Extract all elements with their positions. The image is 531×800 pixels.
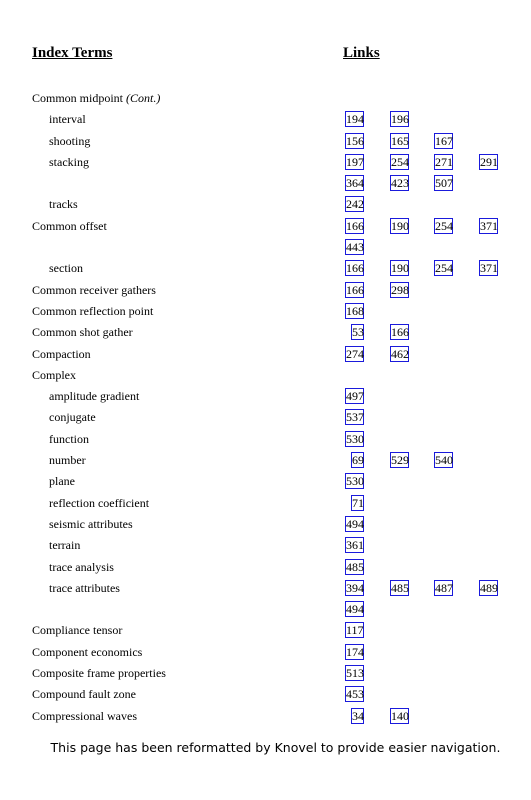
index-entry-row <box>0 258 531 279</box>
index-term-text: stacking <box>49 154 89 169</box>
index-entry-row <box>0 322 531 343</box>
page-link[interactable]: 485 <box>346 559 364 574</box>
index-term <box>32 368 76 382</box>
page-link[interactable]: 166 <box>346 282 364 297</box>
index-term <box>32 91 160 105</box>
index-entry-row <box>0 237 531 258</box>
index-subterm <box>49 560 114 574</box>
index-entry-row <box>0 344 531 365</box>
page-link[interactable]: 34 <box>352 708 364 723</box>
index-subterm <box>49 261 83 275</box>
page-link[interactable]: 167 <box>435 133 453 148</box>
page-link[interactable]: 537 <box>346 410 364 425</box>
index-term <box>32 709 137 723</box>
index-entry-row <box>0 109 531 130</box>
index-term-text: conjugate <box>49 410 96 425</box>
index-entry-row <box>0 429 531 450</box>
index-term-text: Common offset <box>32 218 107 233</box>
page-link[interactable]: 453 <box>346 687 364 702</box>
page-link[interactable]: 53 <box>352 325 364 340</box>
index-entry-row <box>0 194 531 215</box>
index-subterm <box>49 410 96 424</box>
page-link[interactable]: 443 <box>346 240 364 255</box>
page-link[interactable]: 494 <box>346 516 364 531</box>
index-term <box>32 687 136 701</box>
index-term-text: Common receiver gathers <box>32 282 156 297</box>
index-term-text: Component economics <box>32 644 143 659</box>
index-entry-row <box>0 131 531 152</box>
index-terms-heading: Index Terms <box>32 45 113 61</box>
page-link[interactable]: 271 <box>435 154 453 169</box>
page-link[interactable]: 140 <box>391 708 409 723</box>
links-heading: Links <box>343 45 380 61</box>
index-term-text: tracks <box>49 197 78 212</box>
page-link[interactable]: 423 <box>391 176 409 191</box>
index-entry-row <box>0 450 531 471</box>
page-link[interactable]: 529 <box>391 453 409 468</box>
index-term-text: section <box>49 261 83 276</box>
index-subterm <box>49 432 89 446</box>
index-entry-row <box>0 280 531 301</box>
index-term-text: terrain <box>49 538 81 553</box>
page-link[interactable]: 487 <box>435 580 453 595</box>
page-link[interactable]: 291 <box>480 154 498 169</box>
page-link[interactable]: 361 <box>346 538 364 553</box>
index-subterm <box>49 474 75 488</box>
page-link[interactable]: 394 <box>346 580 364 595</box>
page-link[interactable]: 166 <box>346 218 364 233</box>
page-link[interactable]: 254 <box>435 218 453 233</box>
index-term-text: interval <box>49 112 86 127</box>
index-term-text: Compaction <box>32 346 91 361</box>
index-term-text: Complex <box>32 367 76 382</box>
page-link[interactable]: 507 <box>435 176 453 191</box>
index-term <box>32 283 156 297</box>
continued-marker: (Cont.) <box>126 91 161 105</box>
page-link[interactable]: 371 <box>480 261 498 276</box>
index-term <box>32 347 91 361</box>
page-link[interactable]: 485 <box>391 580 409 595</box>
page-link[interactable]: 254 <box>435 261 453 276</box>
index-term-text: Common midpoint <box>32 91 124 105</box>
index-entry-row <box>0 578 531 599</box>
index-entry-row <box>0 706 531 727</box>
page-link[interactable]: 489 <box>480 580 498 595</box>
index-term-text: Compliance tensor <box>32 623 123 638</box>
index-term-text: Common reflection point <box>32 303 154 318</box>
index-entry-row <box>0 152 531 173</box>
index-entry-row <box>0 599 531 620</box>
index-entry-row <box>0 471 531 492</box>
page-link[interactable]: 117 <box>346 623 364 638</box>
index-term-text: plane <box>49 474 75 489</box>
index-entry-row <box>0 386 531 407</box>
index-term-text: Common shot gather <box>32 325 133 340</box>
index-subterm <box>49 517 133 531</box>
page-link[interactable]: 156 <box>346 133 364 148</box>
index-term <box>32 645 142 659</box>
index-term-text: seismic attributes <box>49 516 133 531</box>
page-link[interactable]: 71 <box>352 495 364 510</box>
index-subterm <box>49 197 78 211</box>
index-term-text: trace attributes <box>49 580 120 595</box>
index-entry-row <box>0 535 531 556</box>
index-term-text: Compressional waves <box>32 708 137 723</box>
page-link[interactable]: 364 <box>346 176 364 191</box>
page-link[interactable]: 513 <box>346 666 364 681</box>
index-term <box>32 666 166 680</box>
index-entry-row <box>0 514 531 535</box>
index-subterm <box>49 581 120 595</box>
page-link[interactable]: 165 <box>391 133 409 148</box>
index-subterm <box>49 538 80 552</box>
page-link[interactable]: 497 <box>346 389 364 404</box>
page-link[interactable]: 166 <box>391 325 409 340</box>
index-entry-row <box>0 88 531 109</box>
index-term-text: amplitude gradient <box>49 389 140 404</box>
page-link[interactable]: 168 <box>346 303 364 318</box>
index-term-text: Compound fault zone <box>32 687 136 702</box>
index-entry-row <box>0 663 531 684</box>
page-link[interactable]: 254 <box>391 154 409 169</box>
index-entry-row <box>0 620 531 641</box>
index-entry-row <box>0 216 531 237</box>
index-entry-row <box>0 493 531 514</box>
index-subterm <box>49 112 86 126</box>
index-term-text: shooting <box>49 133 91 148</box>
page-link[interactable]: 197 <box>346 154 364 169</box>
index-entry-row <box>0 365 531 386</box>
page-link[interactable]: 298 <box>391 282 409 297</box>
index-term <box>32 623 122 637</box>
index-subterm <box>49 453 86 467</box>
index-entry-row <box>0 642 531 663</box>
index-subterm <box>49 389 139 403</box>
index-entry-row <box>0 407 531 428</box>
page-link[interactable]: 494 <box>346 602 364 617</box>
page-link[interactable]: 530 <box>346 431 364 446</box>
page-link[interactable]: 371 <box>480 218 498 233</box>
page-link[interactable]: 190 <box>391 218 409 233</box>
page-link[interactable]: 174 <box>346 644 364 659</box>
index-subterm <box>49 496 149 510</box>
page-link[interactable]: 190 <box>391 261 409 276</box>
page-link[interactable]: 274 <box>346 346 364 361</box>
index-subterm <box>49 134 90 148</box>
index-subterm <box>49 155 89 169</box>
index-term <box>32 219 107 233</box>
page-link[interactable]: 462 <box>391 346 409 361</box>
page-link[interactable]: 530 <box>346 474 364 489</box>
index-term-text: trace analysis <box>49 559 114 574</box>
index-list <box>0 88 531 727</box>
page-link[interactable]: 196 <box>391 112 409 127</box>
index-term-text: Composite frame properties <box>32 666 166 681</box>
index-entry-row <box>0 684 531 705</box>
page-link[interactable]: 69 <box>352 453 364 468</box>
index-term <box>32 325 133 339</box>
index-term <box>32 304 153 318</box>
page-link[interactable]: 540 <box>435 453 453 468</box>
index-term-text: function <box>49 431 89 446</box>
footer-note: This page has been reformatted by Knovel to provide easier navigation. <box>50 740 501 755</box>
page-link[interactable]: 242 <box>346 197 364 212</box>
index-entry-row <box>0 301 531 322</box>
index-term-text: number <box>49 453 86 468</box>
page-link[interactable]: 194 <box>346 112 364 127</box>
page-link[interactable]: 166 <box>346 261 364 276</box>
index-term-text: reflection coefficient <box>49 495 150 510</box>
index-entry-row <box>0 557 531 578</box>
index-entry-row <box>0 173 531 194</box>
